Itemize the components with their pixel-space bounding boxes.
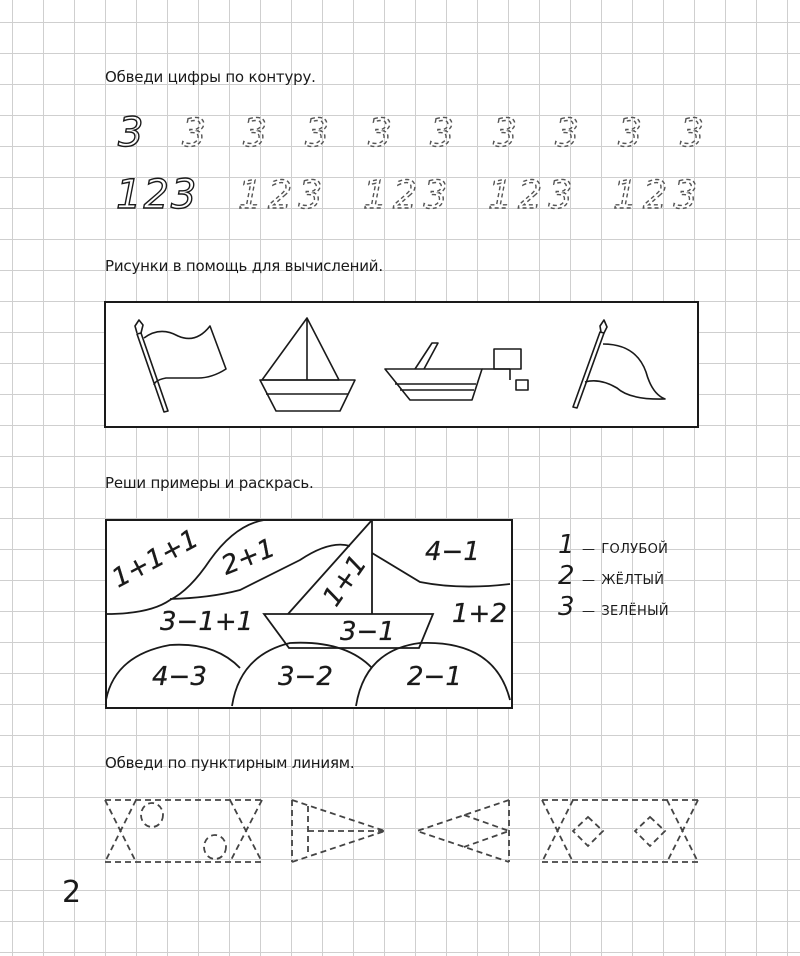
hourglass-circles-pattern bbox=[105, 800, 262, 862]
svg-text:3: 3 bbox=[118, 110, 144, 156]
legend-color-name: ЗЕЛЁНЫЙ bbox=[601, 604, 669, 619]
svg-text:3: 3 bbox=[555, 111, 580, 155]
svg-text:3: 3 bbox=[182, 111, 207, 155]
trace-digits-heading: Обведи цифры по контуру. bbox=[105, 68, 316, 86]
svg-text:4−1: 4−1 bbox=[425, 537, 480, 567]
legend-color-name: ЖЁЛТЫЙ bbox=[601, 573, 665, 588]
svg-text:2−1: 2−1 bbox=[407, 662, 462, 692]
arrow-left-pattern bbox=[417, 800, 509, 862]
svg-text:3: 3 bbox=[368, 111, 393, 155]
svg-text:3−2: 3−2 bbox=[278, 662, 333, 692]
svg-text:3−1+1: 3−1+1 bbox=[160, 607, 254, 637]
svg-text:4−3: 4−3 bbox=[152, 662, 207, 692]
legend-number: 2 bbox=[558, 561, 575, 591]
trace-lines-heading: Обведи по пунктирным линиям. bbox=[105, 754, 355, 772]
svg-text:3: 3 bbox=[243, 111, 268, 155]
hourglass-diamonds-pattern bbox=[542, 800, 698, 862]
svg-text:3: 3 bbox=[305, 111, 330, 155]
svg-text:123: 123 bbox=[613, 173, 704, 217]
svg-text:3−1: 3−1 bbox=[340, 617, 395, 647]
legend-dash: — bbox=[582, 542, 596, 557]
legend-color-name: ГОЛУБОЙ bbox=[601, 542, 669, 557]
solve-color-heading: Реши примеры и раскрась. bbox=[105, 474, 314, 492]
svg-text:3: 3 bbox=[493, 111, 518, 155]
svg-text:123: 123 bbox=[238, 173, 329, 217]
legend-dash: — bbox=[582, 604, 596, 619]
arrow-right-pattern bbox=[292, 800, 385, 862]
svg-text:3: 3 bbox=[618, 111, 643, 155]
svg-text:3: 3 bbox=[680, 111, 705, 155]
svg-text:2+1: 2+1 bbox=[217, 533, 280, 582]
svg-text:123: 123 bbox=[488, 173, 579, 217]
legend-dash: — bbox=[582, 573, 596, 588]
picture-hints-heading: Рисунки в помощь для вычислений. bbox=[105, 257, 383, 275]
legend-number: 3 bbox=[558, 592, 575, 622]
page-number: 2 bbox=[62, 875, 82, 910]
svg-text:1+1: 1+1 bbox=[317, 549, 374, 613]
svg-text:123: 123 bbox=[116, 172, 199, 218]
svg-text:123: 123 bbox=[363, 173, 454, 217]
svg-text:1+2: 1+2 bbox=[452, 599, 507, 629]
legend-number: 1 bbox=[558, 530, 575, 560]
svg-text:3: 3 bbox=[430, 111, 455, 155]
region-1-1-1: 1+1+1 bbox=[107, 523, 204, 595]
